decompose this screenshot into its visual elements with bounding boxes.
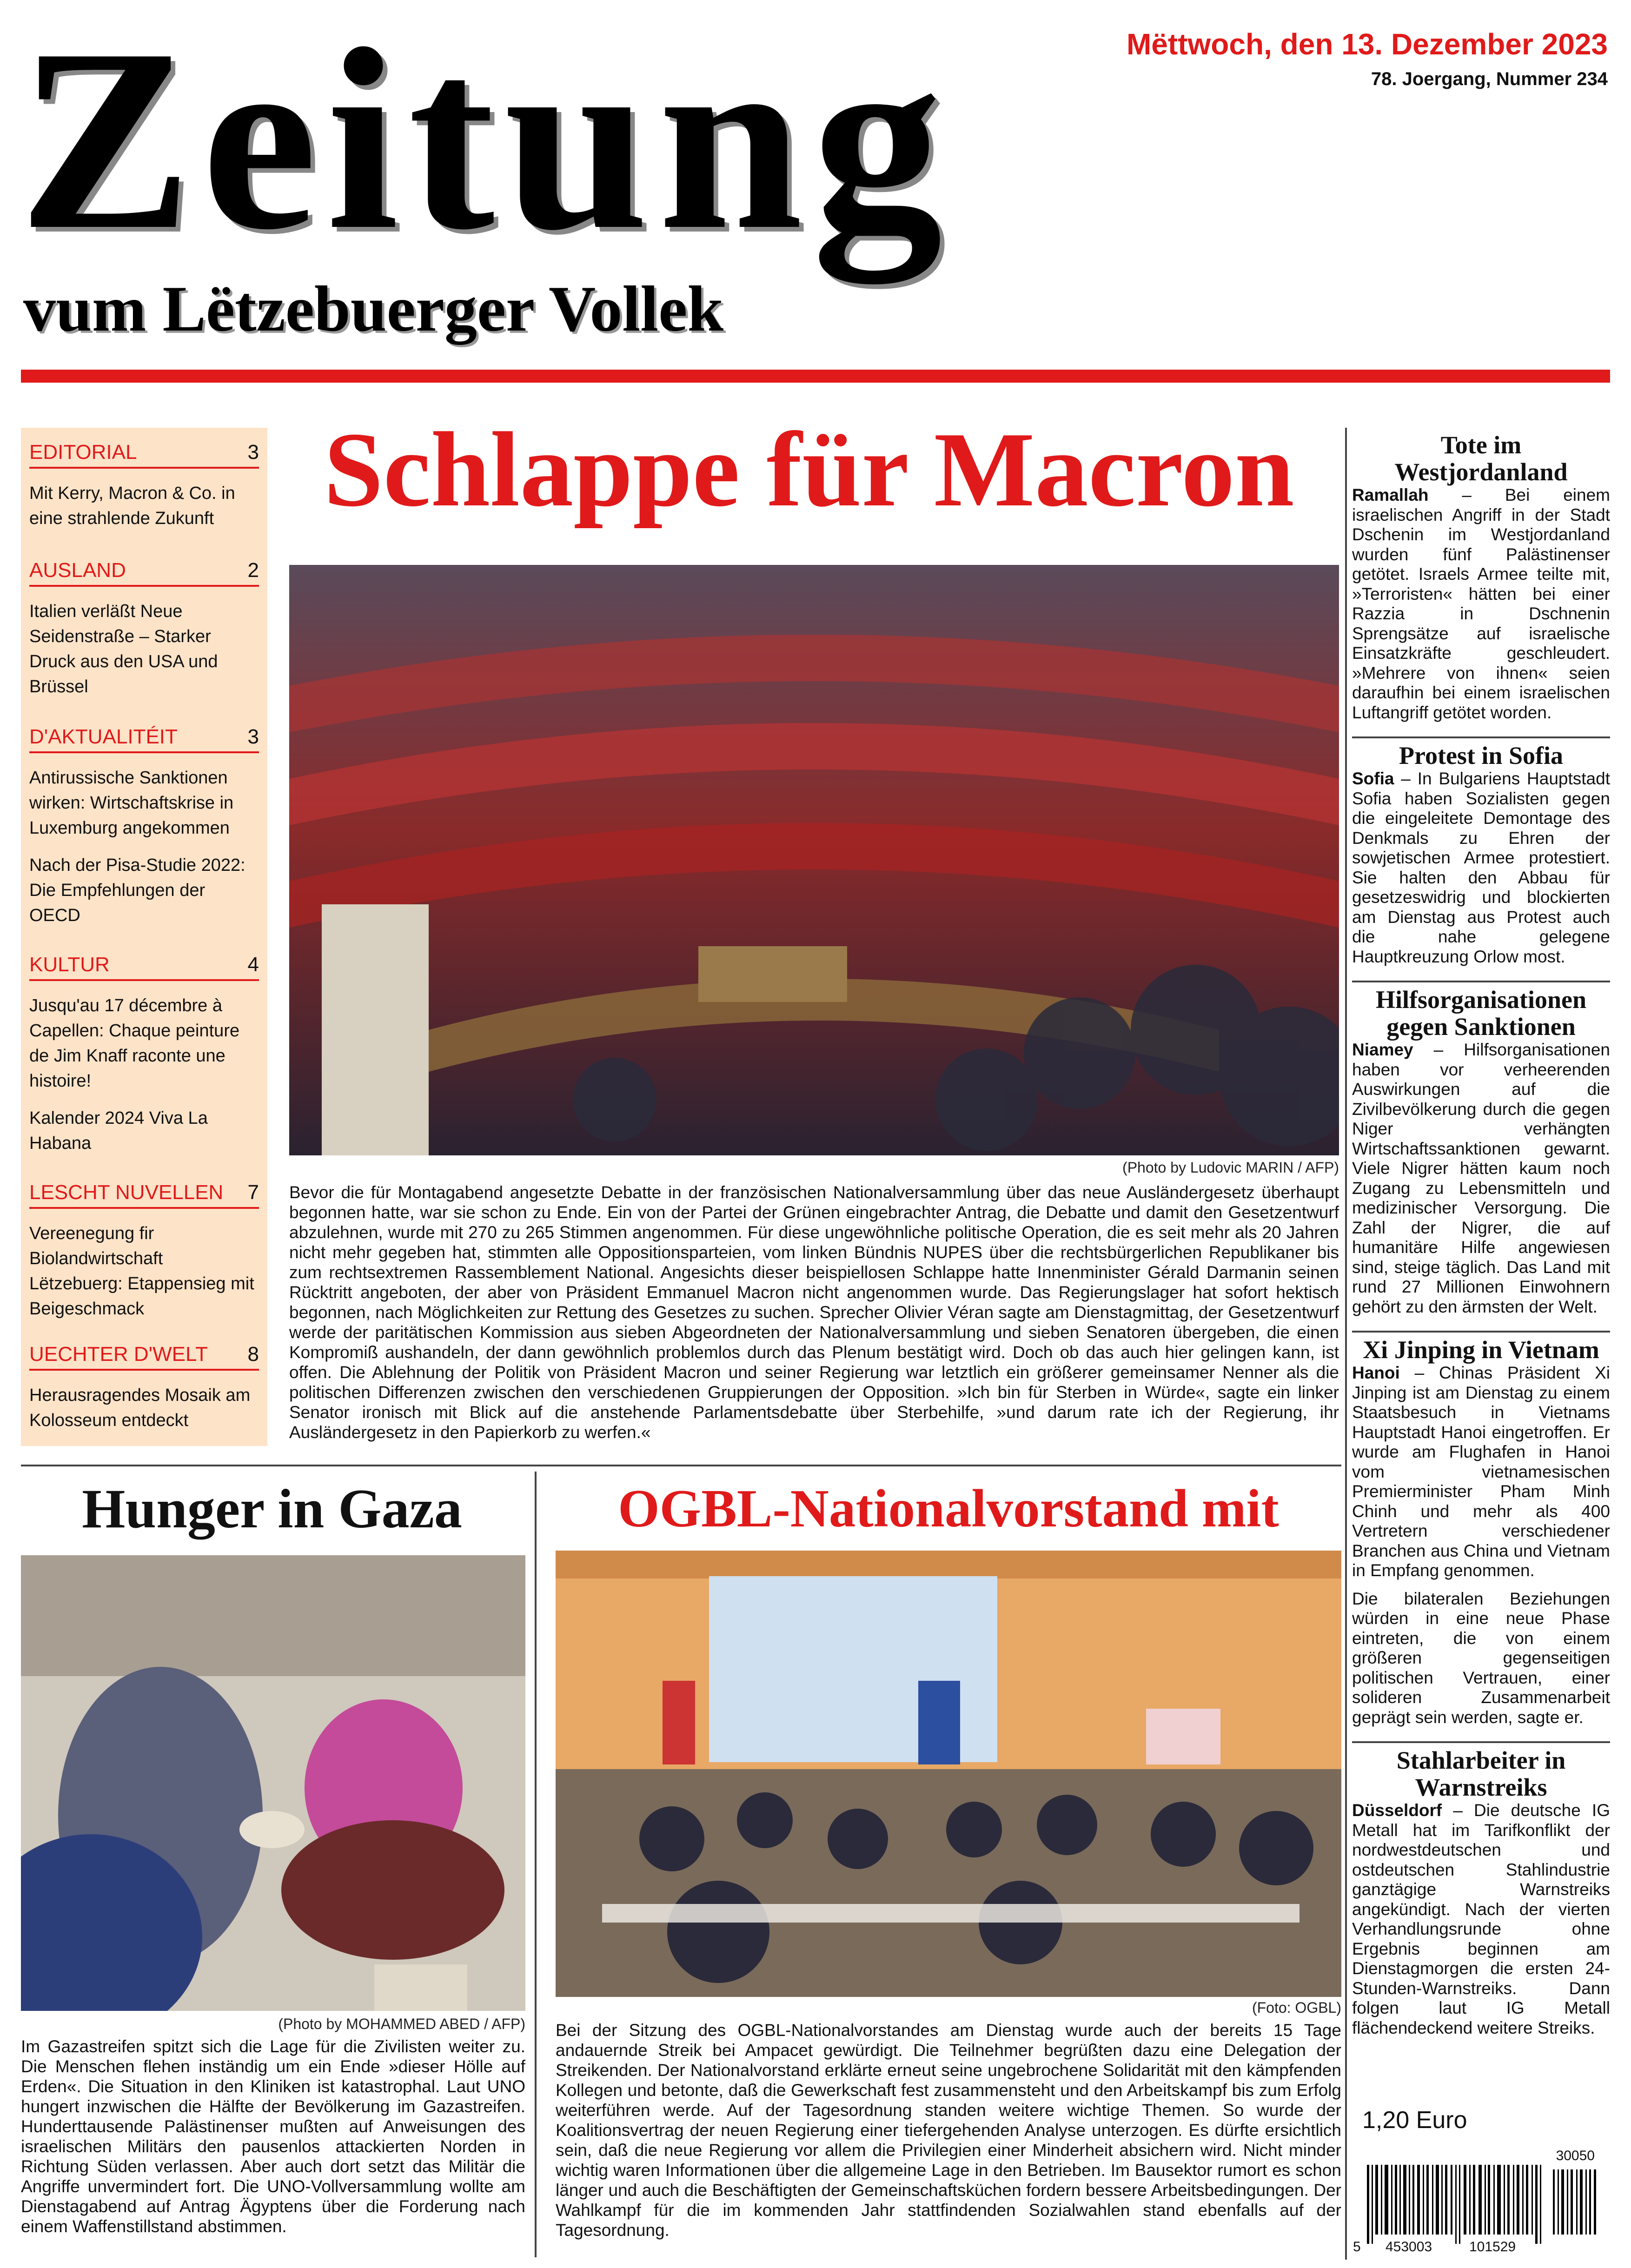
- index-item[interactable]: Vereenegung fir Biolandwirtschaft Lëtzebuerg: Etappensieg mit Beigeschmack: [29, 1224, 254, 1319]
- lead-headline[interactable]: Schlappe für Macron: [324, 410, 1294, 529]
- ogbl-photo-credit: (Foto: OGBL): [1252, 1999, 1341, 2016]
- index-page-number: 2: [247, 559, 259, 582]
- brief-divider: [1352, 736, 1610, 738]
- brief-headline: Tote im Westjordanland: [1394, 431, 1568, 486]
- brief-dateline: Niamey: [1352, 1040, 1413, 1059]
- news-briefs-column: [1352, 428, 1610, 2052]
- barcode-digits-left: 453003: [1386, 2239, 1432, 2255]
- index-section-kultur[interactable]: [29, 953, 259, 1156]
- brief-headline: Xi Jinping in Vietnam: [1363, 1336, 1599, 1364]
- index-item[interactable]: Kalender 2024 Viva La Habana: [29, 1108, 208, 1153]
- ogbl-photo: [556, 1551, 1341, 1997]
- index-section-title: KULTUR: [29, 953, 110, 976]
- brief-stahlarbeiter[interactable]: [1352, 1747, 1610, 2038]
- brief-xi-vietnam[interactable]: [1352, 1336, 1610, 1727]
- barcode-digit-prefix: 5: [1353, 2239, 1361, 2255]
- brief-divider: [1352, 1331, 1610, 1333]
- ogbl-headline[interactable]: OGBL-Nationalvorstand mit: [618, 1479, 1279, 1538]
- index-section-editorial[interactable]: [29, 441, 259, 531]
- index-section-title: LESCHT NUVELLEN: [29, 1181, 224, 1204]
- lead-body-text: Bevor die für Montagabend angesetzte Debatte in der französischen Nationalversammlung über das neue Ausländergesetz überhaupt begonnen hatte, war sie schon zu Ende. Ein von der Partei der Grünen eingebrachter Antrag, die Debatte und damit den Gesetzentwurf abzulehnen, wurde mit 270 zu 265 Stimmen angenommen. Für diese ungewöhnliche politische Operation, die es seit mehr als 20 Jahren nicht mehr gegeben hat, stimmten alle Oppositionsparteien, vom linken Bündnis NUPES über die rechtsbürgerlichen Republikaner bis zum rechtsextremen Rassemblement National. Angesichts dieser beispiellosen Schlappe hatte Innenminister Gérald Darmanin seinen Rücktritt angeboten, der aber von Präsident Emmanuel Macron nicht angenommen wurde. Das Regierungslager hat sofort hektisch begonnen, nach Möglichkeiten zur Rettung des Gesetzes zu suchen. Sprecher Olivier Véran sagte am Dienstagmittag, der Gesetzentwurf werde der paritätischen Kommission aus sieben Abgeordneten der Nationalversammlung und sieben Senatoren übergeben, die einen Kompromiß aushandeln, der dann gewöhnlich problemlos durch das Plenum bestätigt wird. Doch ob das auch hier gelingen kann, ist offen. Die Ablehnung der Politik von Präsident Macron und seiner Regierung war letztlich ein größerer gemeinsamer Nenner als die politischen Differenzen zwischen den verschiedenen Gruppierungen der Opposition. »Ich bin für Sterben in Würde«, sagte ein linker Senator ironisch mit Blick auf die anstehende Parlamentsdebatte über Sterbehilfe, »und darum rate ich der Regierung, ihr Ausländergesetz in den Papierkorb zu werfen.«: [289, 1183, 1339, 1442]
- lead-photo-credit: (Photo by Ludovic MARIN / AFP): [1122, 1159, 1339, 1176]
- index-section-title: AUSLAND: [29, 559, 126, 582]
- index-item[interactable]: Antirussische Sanktionen wirken: Wirtschaftskrise in Luxemburg angekommen: [29, 768, 234, 838]
- index-item[interactable]: Italien verläßt Neue Seidenstraße – Starker Druck aus den USA und Brüssel: [29, 602, 218, 696]
- lead-photo-parliament: [289, 565, 1339, 1155]
- index-item[interactable]: Herausragendes Mosaik am Kolosseum entdeckt: [29, 1386, 251, 1430]
- index-section-title: UECHTER D'WELT: [29, 1343, 208, 1366]
- brief-westjordanland[interactable]: [1352, 431, 1610, 723]
- brief-divider: [1352, 981, 1610, 982]
- brief-text-2: Die bilateralen Beziehungen würden in eine neue Phase eintreten, die von einem größeren gegenseitigen politischen Vertrauen, einer solideren Zusammenarbeit geprägt sein werden, sagte er.: [1352, 1589, 1610, 1727]
- index-page-number: 3: [247, 725, 259, 748]
- index-page-number: 8: [247, 1343, 259, 1366]
- gaza-photo: [21, 1555, 525, 2011]
- gaza-photo-credit: (Photo by MOHAMMED ABED / AFP): [278, 2016, 525, 2032]
- price-label: 1,20 Euro: [1362, 2107, 1467, 2134]
- index-section-title: EDITORIAL: [29, 441, 137, 464]
- index-page-number: 3: [247, 441, 259, 464]
- index-section-uechter-dwelt[interactable]: [29, 1343, 259, 1433]
- index-section-lescht-nuvellen[interactable]: [29, 1181, 259, 1321]
- brief-dateline: Hanoi: [1352, 1363, 1400, 1382]
- brief-text: Sofia – In Bulgariens Hauptstadt Sofia haben Sozialisten gegen die eingeleitete Demontage des Denkmals zu Ehren der sowjetischen Armee protestiert. Sie halten den Abbau für gesetzeswidrig und blockierten am Dienstag aus Protest auch die nahe gelegene Hauptkreuzung Orlow most.: [1352, 769, 1610, 966]
- brief-divider: [1352, 1741, 1610, 1743]
- brief-text: Düsseldorf – Die deutsche IG Metall hat im Tarifkonflikt der nordwestdeutschen und ostdeutschen Stahlindustrie ganztägige Warnstreiks angekündigt. Nach der vierten Verhandlungsrunde ohne Ergebnis beginnen am Dienstagmorgen die ersten 24-Stunden-Warnstreiks. Dann folgen laut IG Metall flächendeckend weitere Streiks.: [1352, 1801, 1610, 2037]
- brief-dateline: Düsseldorf: [1352, 1801, 1442, 1820]
- brief-text: Niamey – Hilfsorganisationen haben vor verheerenden Auswirkungen auf die Zivilbevölkerung durch die gegen Niger verhängten Wirtschaftssanktionen gewarnt. Viele Nigrer hätten kaum noch Zugang zu Lebensmitteln und medizinischer Versorgung. Die Zahl der Nigrer, die auf humanitäre Hilfe angewiesen sind, steige täglich. Das Land mit rund 27 Millionen Einwohnern gehört zu den ärmsten der Welt.: [1352, 1040, 1610, 1316]
- index-item[interactable]: Mit Kerry, Macron & Co. in eine strahlende Zukunft: [29, 484, 235, 528]
- brief-text: Hanoi – Chinas Präsident Xi Jinping ist am Dienstag zu einem Staatsbesuch in Vietnams Hauptstadt Hanoi eingetroffen. Er wurde am Flughafen in Hanoi vom vietnamesischen Premierminister Pham Minh Chinh und mehr als 400 Vertretern verschiedener Branchen aus China und Vietnam in Empfang genommen.: [1352, 1363, 1610, 1580]
- issue-edition: 78. Joergang, Nummer 234: [1371, 69, 1608, 89]
- brief-dateline: Sofia: [1352, 769, 1394, 788]
- masthead-rule: [21, 370, 1610, 383]
- masthead-title: Zeitung: [19, 0, 952, 284]
- index-sidebar: [21, 428, 267, 1446]
- gaza-body-text: Im Gazastreifen spitzt sich die Lage für die Zivilisten weiter zu. Die Menschen flehen inständig um ein Ende »dieser Hölle auf Erden«. Die Situation in den Kliniken ist katastrophal. Laut UNO hungert inzwischen die Hälfte der Bevölkerung im Gazastreifen. Hunderttausende Palästinenser mußten auf Anweisungen des israelischen Militärs den pausenlos attackierten Norden in Richtung Süden verlassen. Aber auch dort setzt das Militär die Angriffe unvermindert fort. Die UNO-Vollversammlung wollte am Dienstagabend auf Antrag Ägyptens über die Forderung nach einem Waffenstillstand abstimmen.: [21, 2037, 525, 2236]
- section-rule: [21, 1465, 1341, 1466]
- column-rule-middle: [535, 1472, 537, 2257]
- column-rule-right: [1345, 428, 1347, 2260]
- brief-niger[interactable]: [1352, 986, 1610, 1317]
- brief-dateline: Ramallah: [1352, 485, 1429, 504]
- brief-headline: Stahlarbeiter in Warnstreiks: [1396, 1746, 1566, 1801]
- brief-sofia[interactable]: [1352, 742, 1610, 967]
- brief-headline: Hilfsorganisationen gegen Sanktionen: [1375, 986, 1587, 1041]
- index-section-title: D'AKTUALITÉIT: [29, 725, 178, 748]
- index-item[interactable]: Nach der Pisa-Studie 2022: Die Empfehlungen der OECD: [29, 855, 245, 925]
- index-page-number: 7: [247, 1181, 259, 1204]
- barcode: [1353, 2148, 1609, 2260]
- index-item[interactable]: Jusqu'au 17 décembre à Capellen: Chaque peinture de Jim Knaff raconte une histoire!: [29, 996, 240, 1091]
- issue-date: Mëttwoch, den 13. Dezember 2023: [1126, 27, 1608, 61]
- brief-headline: Protest in Sofia: [1399, 742, 1563, 769]
- barcode-addon-number: 30050: [1556, 2148, 1595, 2163]
- barcode-digits-right: 101529: [1469, 2239, 1516, 2255]
- index-page-number: 4: [247, 953, 259, 976]
- masthead-subtitle: vum Lëtzebuerger Vollek: [23, 273, 724, 345]
- index-section-ausland[interactable]: [29, 559, 259, 699]
- gaza-headline[interactable]: Hunger in Gaza: [82, 1478, 462, 1539]
- index-section-aktualiteit[interactable]: [29, 725, 259, 928]
- brief-text: Ramallah – Bei einem israelischen Angriff in der Stadt Dschenin im Westjordanland wurden fünf Palästinenser getötet. Israels Armee teilte mit, »Terroristen« hätten bei einer Razzia in Dschnenin Sprengsätze auf israelische Einsatzkräfte geschleudert. »Mehrere von ihnen« seien daraufhin bei einem israelischen Luftangriff getötet worden.: [1352, 485, 1610, 722]
- ogbl-body-text: Bei der Sitzung des OGBL-Nationalvorstandes am Dienstag wurde auch der bereits 15 Tage andauernde Streik bei Ampacet gewürdigt. Die Teilnehmer begrüßten dazu eine Delegation der Streikenden. Der Nationalvorstand erklärte erneut seine ungebrochene Solidarität mit den kämpfenden Kollegen und betonte, daß die Gewerkschaft fest zusammensteht und den Arbeitskampf bis zum Erfolg weiterführen werde. Auf der Tagesordnung standen weitere wichtige Themen. So wurde der Koalitionsvertrag der neuen Regierung einer tiefergehenden Analyse unterzogen. Es dürfte ersichtlich sein, daß die neue Regierung vor allem die Privilegien einer Minderheit absichern wird. Nicht minder wichtig waren Informationen über die allgemeine Lage in den Betrieben. Im Bausektor rumort es schon länger und auch die Beschäftigten der Gemeinschaftsküchen fordern bessere Arbeitsbedingungen. Der Wahlkampf für die im kommenden Jahr stattfindenden Sozialwahlen stand ebenfalls auf der Tagesordnung.: [556, 2021, 1341, 2240]
